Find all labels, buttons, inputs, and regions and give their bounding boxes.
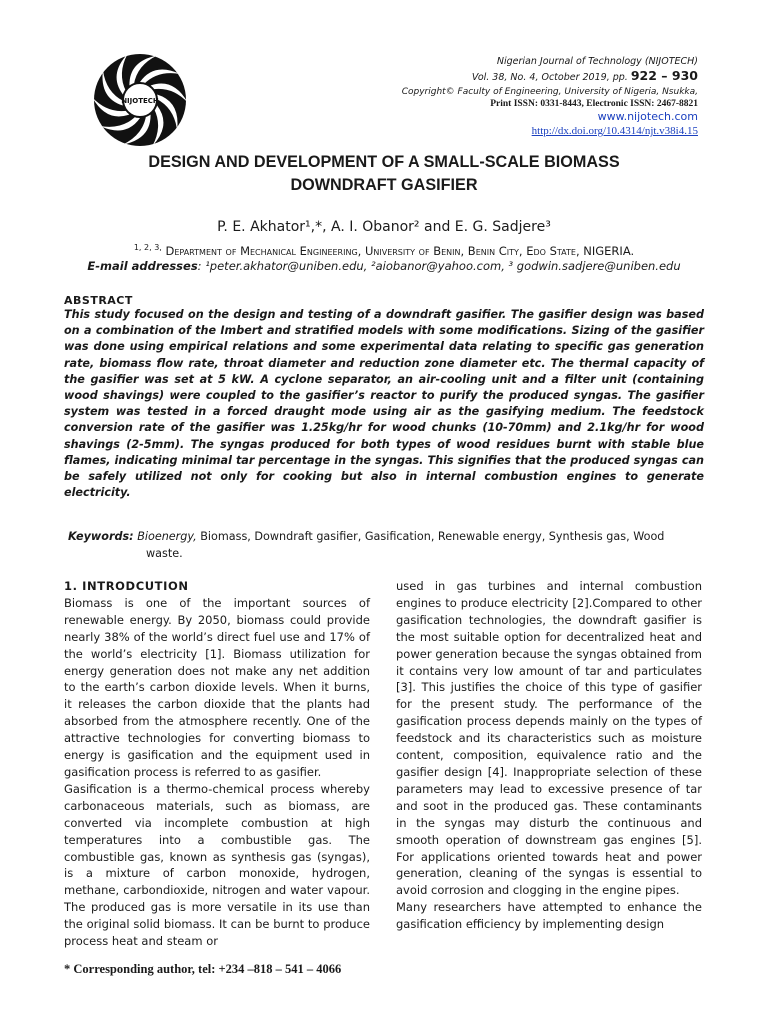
footnote: * Corresponding author, tel: +234 –818 – 541 – 4066	[64, 962, 342, 976]
doi-link[interactable]: http://dx.doi.org/10.4314/njt.v38i4.15	[531, 125, 698, 137]
left-column	[64, 578, 370, 950]
issn: Print ISSN: 0331-8443, Electronic ISSN: 2467-8821	[490, 99, 698, 109]
journal-logo	[92, 52, 188, 148]
right-column	[396, 578, 702, 933]
abstract-text: This study focused on the design and testing of a downdraft gasifier. The gasifier design was based on a combination of the Imbert and stratified models with some modifications. Sizing of the gasifier was done using empirical relations and some experimental data relating to specific gas generation rate, biomass flow rate, throat diameter and reduction zone diameter etc. The thermal capacity of the gasifier was set at 5 kW. A cyclone separator, an air-cooling unit and a filter unit (containing wood shavings) were coupled to the gasifier’s reactor to purify the produced syngas. The gasifier system was tested in a forced draught mode using air as the gasifying medium. The feedstock conversion rate of the gasifier was 1.25kg/hr for wood chunks (10-70mm) and 2.1kg/hr for wood shavings (2-5mm). The syngas produced for both types of wood residues burnt with stable blue flames, indicating minimal tar percentage in the syngas. This signifies that the produced syngas can be safely utilized not only for cooking but also in internal combustion engines to generate electricity.	[64, 308, 704, 500]
page-range: 922 – 930	[630, 68, 698, 83]
section-heading: 1. INTRODCUTION	[64, 579, 189, 593]
journal-info	[338, 55, 698, 138]
journal-name: Nigerian Journal of Technology (NIJOTECH)	[496, 56, 698, 67]
abstract-heading: ABSTRACT	[64, 294, 133, 307]
affiliation: $^{1, 2, 3,}$ Department of Mechanical Engineering, University of Benin, Benin City, Edo State, NIGERIA.	[133, 243, 635, 258]
email-addresses: E-mail addresses: ¹peter.akhator@uniben.edu, ²aiobanor@yahoo.com, ³ godwin.sadjere@uniben.edu	[87, 259, 681, 273]
journal-volume: Vol. 38, No. 4, October 2019, pp. 922 – 930	[471, 68, 698, 83]
website-link[interactable]: www.nijotech.com	[597, 110, 698, 123]
svg-text:NIJOTECH: NIJOTECH	[121, 97, 159, 105]
authors: P. E. Akhator¹,*, A. I. Obanor² and E. G. Sadjere³	[217, 219, 551, 235]
paragraph: used in gas turbines and internal combustion engines to produce electricity [2].Compared to other gasification technologies, the downdraft gasifier is the most suitable option for decentralized heat and power generation because the syngas obtained from it contains very low amount of tar and particulates [3]. This justifies the choice of this type of gasifier for the present study. The performance of the gasification process depends mainly on the types of feedstock and its characteristics such as moisture content, composition, equivalence ratio and the gasifier design [4]. Inappropriate selection of these parameters may lead to excessive presence of tar and soot in the produced gas. These contaminants in the syngas may disturb the continuous and smooth operation of downstream gas engines [5]. For applications oriented towards heat and power generation, cleaning of the syngas is essential to avoid corrosion and clogging in the engine pipes.	[396, 579, 702, 898]
paragraph: Biomass is one of the important sources of renewable energy. By 2050, biomass could provide nearly 38% of the world’s direct fuel use and 17% of the world’s electricity [1]. Biomass utilization for energy generation does not make any net addition to the earth’s carbon dioxide levels. When it burns, it releases the carbon dioxide that the plants had absorbed from the atmosphere recently. One of the attractive technologies for converting biomass to energy is gasification and the equipment used in gasification process is referred to as gasifier.	[64, 595, 370, 779]
paragraph: Gasification is a thermo-chemical process whereby carbonaceous materials, such as biomass, are converted via incomplete combustion at high temperatures into a combustible gas. The combustible gas, known as synthesis gas (syngas), is a mixture of carbon monoxide, hydrogen, methane, carbondioxide, nitrogen and water vapour. The produced gas is more versatile in its use than the original solid biomass. It can be burnt to produce process heat and steam or	[64, 781, 370, 949]
paragraph: Many researchers have attempted to enhance the gasification efficiency by implementing design	[396, 900, 702, 932]
copyright: Copyright© Faculty of Engineering, University of Nigeria, Nsukka,	[401, 87, 698, 97]
paper-title: DESIGN AND DEVELOPMENT OF A SMALL-SCALE BIOMASS DOWNDRAFT GASIFIER	[148, 153, 620, 194]
keywords: Keywords: Bioenergy, Biomass, Downdraft gasifier, Gasification, Renewable energy, Synthesis gas, Wood waste.	[68, 530, 665, 560]
